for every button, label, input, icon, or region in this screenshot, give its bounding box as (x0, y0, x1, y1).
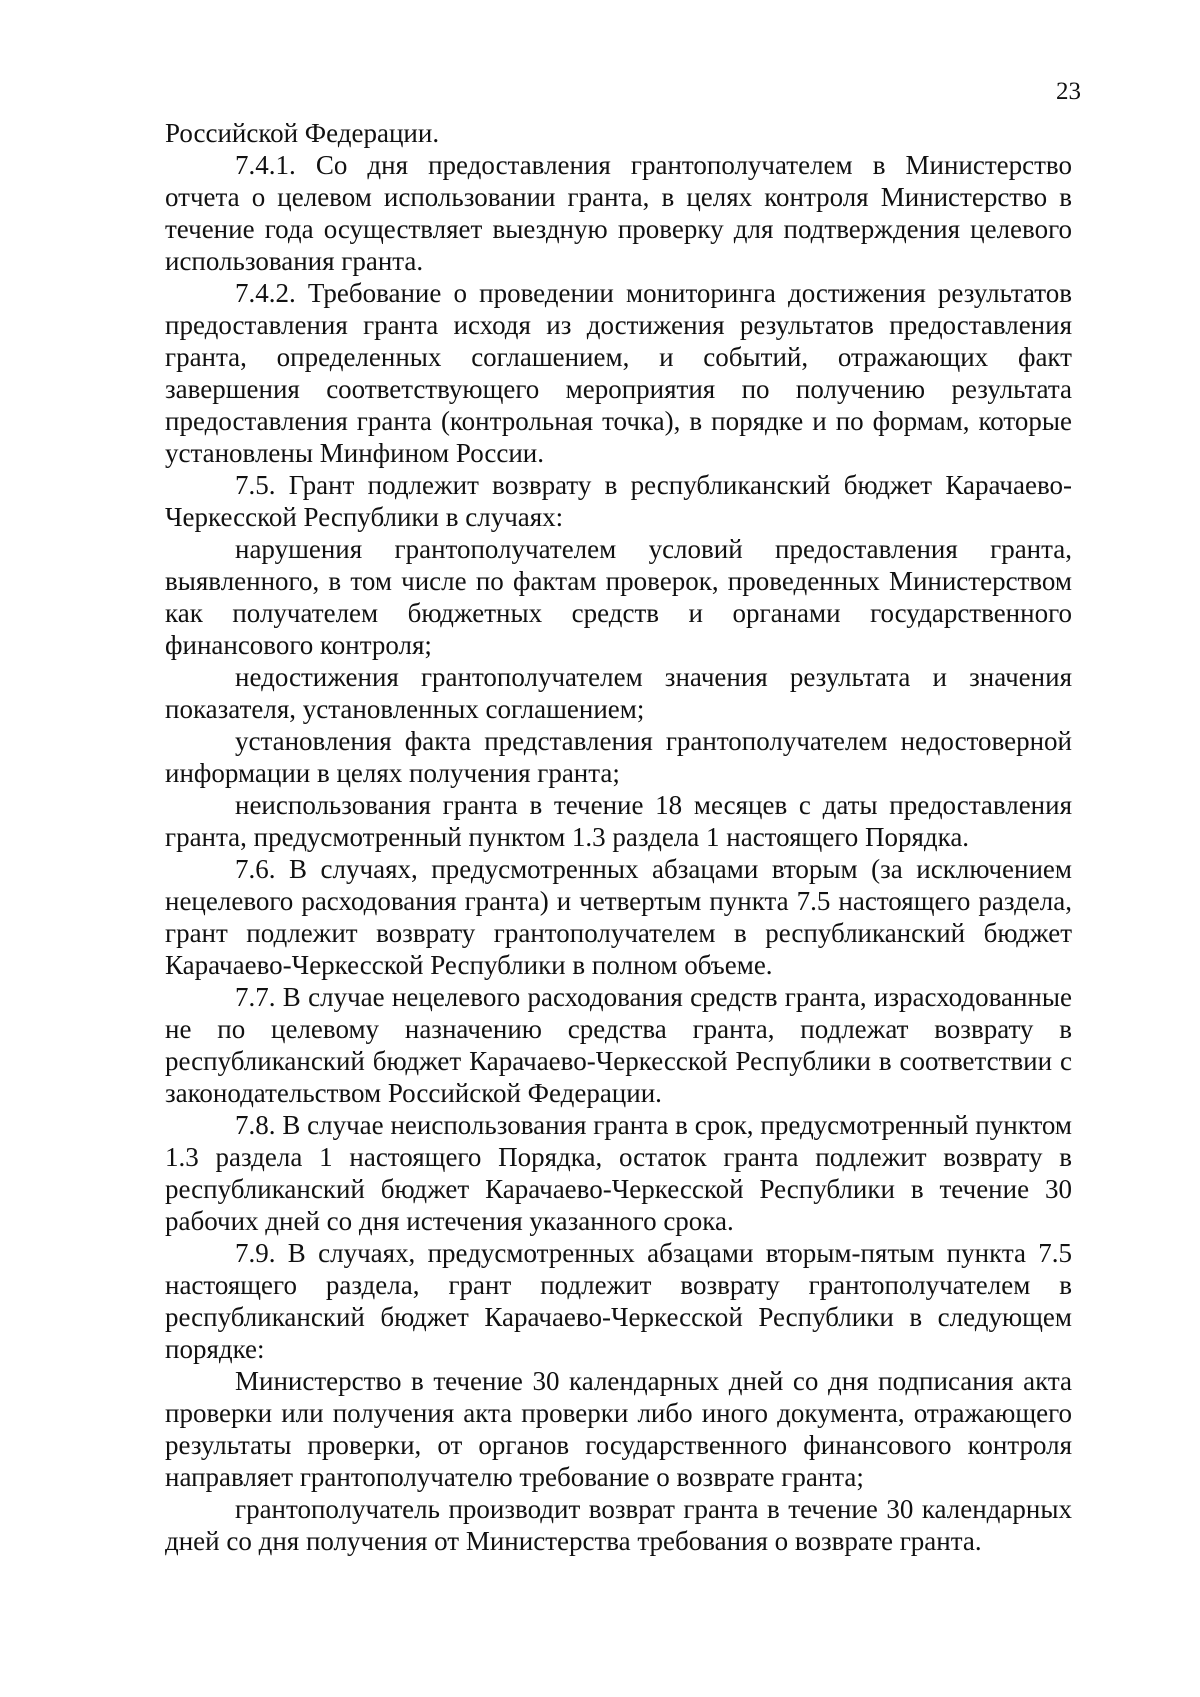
paragraph-7-4-1: 7.4.1. Со дня предоставления грантополучателем в Министерство отчета о целевом использовании гранта, в целях контроля Министерство в течение года осуществляет выездную проверку для подтверждения целевого использования гранта. (165, 150, 1072, 276)
paragraph-7-8: 7.8. В случае неиспользования гранта в срок, предусмотренный пунктом 1.3 раздела 1 настоящего Порядка, остаток гранта подлежит возврату в республиканский бюджет Карачаево-Черкесской Республики в течение 30 рабочих дней со дня истечения указанного срока. (165, 1110, 1072, 1236)
paragraph-7-9-recipient-step: грантополучатель производит возврат гранта в течение 30 календарных дней со дня получения от Министерства требования о возврате гранта. (165, 1494, 1072, 1556)
paragraph-7-5: 7.5. Грант подлежит возврату в республиканский бюджет Карачаево-Черкесской Республики в случаях: (165, 470, 1072, 532)
paragraph-7-5-case-violation: нарушения грантополучателем условий предоставления гранта, выявленного, в том числе по фактам проверок, проведенных Министерством как получателем бюджетных средств и органами государственного финансового контроля; (165, 534, 1072, 660)
document-body (165, 117, 1072, 1557)
paragraph-7-9: 7.9. В случаях, предусмотренных абзацами вторым-пятым пункта 7.5 настоящего раздела, грант подлежит возврату грантополучателем в республиканский бюджет Карачаево-Черкесской Республики в следующем порядке: (165, 1238, 1072, 1364)
paragraph-7-9-ministry-step: Министерство в течение 30 календарных дней со дня подписания акта проверки или получения акта проверки либо иного документа, отражающего результаты проверки, от органов государственного финансового контроля направляет грантополучателю требование о возврате гранта; (165, 1366, 1072, 1492)
paragraph-7-5-case-non-use: неиспользования гранта в течение 18 месяцев с даты предоставления гранта, предусмотренный пунктом 1.3 раздела 1 настоящего Порядка. (165, 790, 1072, 852)
paragraph-7-4-2: 7.4.2. Требование о проведении мониторинга достижения результатов предоставления гранта исходя из достижения результатов предоставления гранта, определенных соглашением, и событий, отражающих факт завершения соответствующего мероприятия по получению результата предоставления гранта (контрольная точка), в порядке и по формам, которые установлены Минфином России. (165, 278, 1072, 468)
paragraph-7-7: 7.7. В случае нецелевого расходования средств гранта, израсходованные не по целевому назначению средства гранта, подлежат возврату в республиканский бюджет Карачаево-Черкесской Республики в соответствии с законодательством Российской Федерации. (165, 982, 1072, 1108)
paragraph-continuation: Российской Федерации. (165, 118, 440, 148)
page-number: 23 (1056, 78, 1081, 105)
paragraph-7-6: 7.6. В случаях, предусмотренных абзацами вторым (за исключением нецелевого расходования гранта) и четвертым пункта 7.5 настоящего раздела, грант подлежит возврату грантополучателем в республиканский бюджет Карачаево-Черкесской Республики в полном объеме. (165, 854, 1072, 980)
paragraph-7-5-case-false-info: установления факта представления грантополучателем недостоверной информации в целях получения гранта; (165, 726, 1072, 788)
paragraph-7-5-case-non-achievement: недостижения грантополучателем значения результата и значения показателя, установленных соглашением; (165, 662, 1072, 724)
